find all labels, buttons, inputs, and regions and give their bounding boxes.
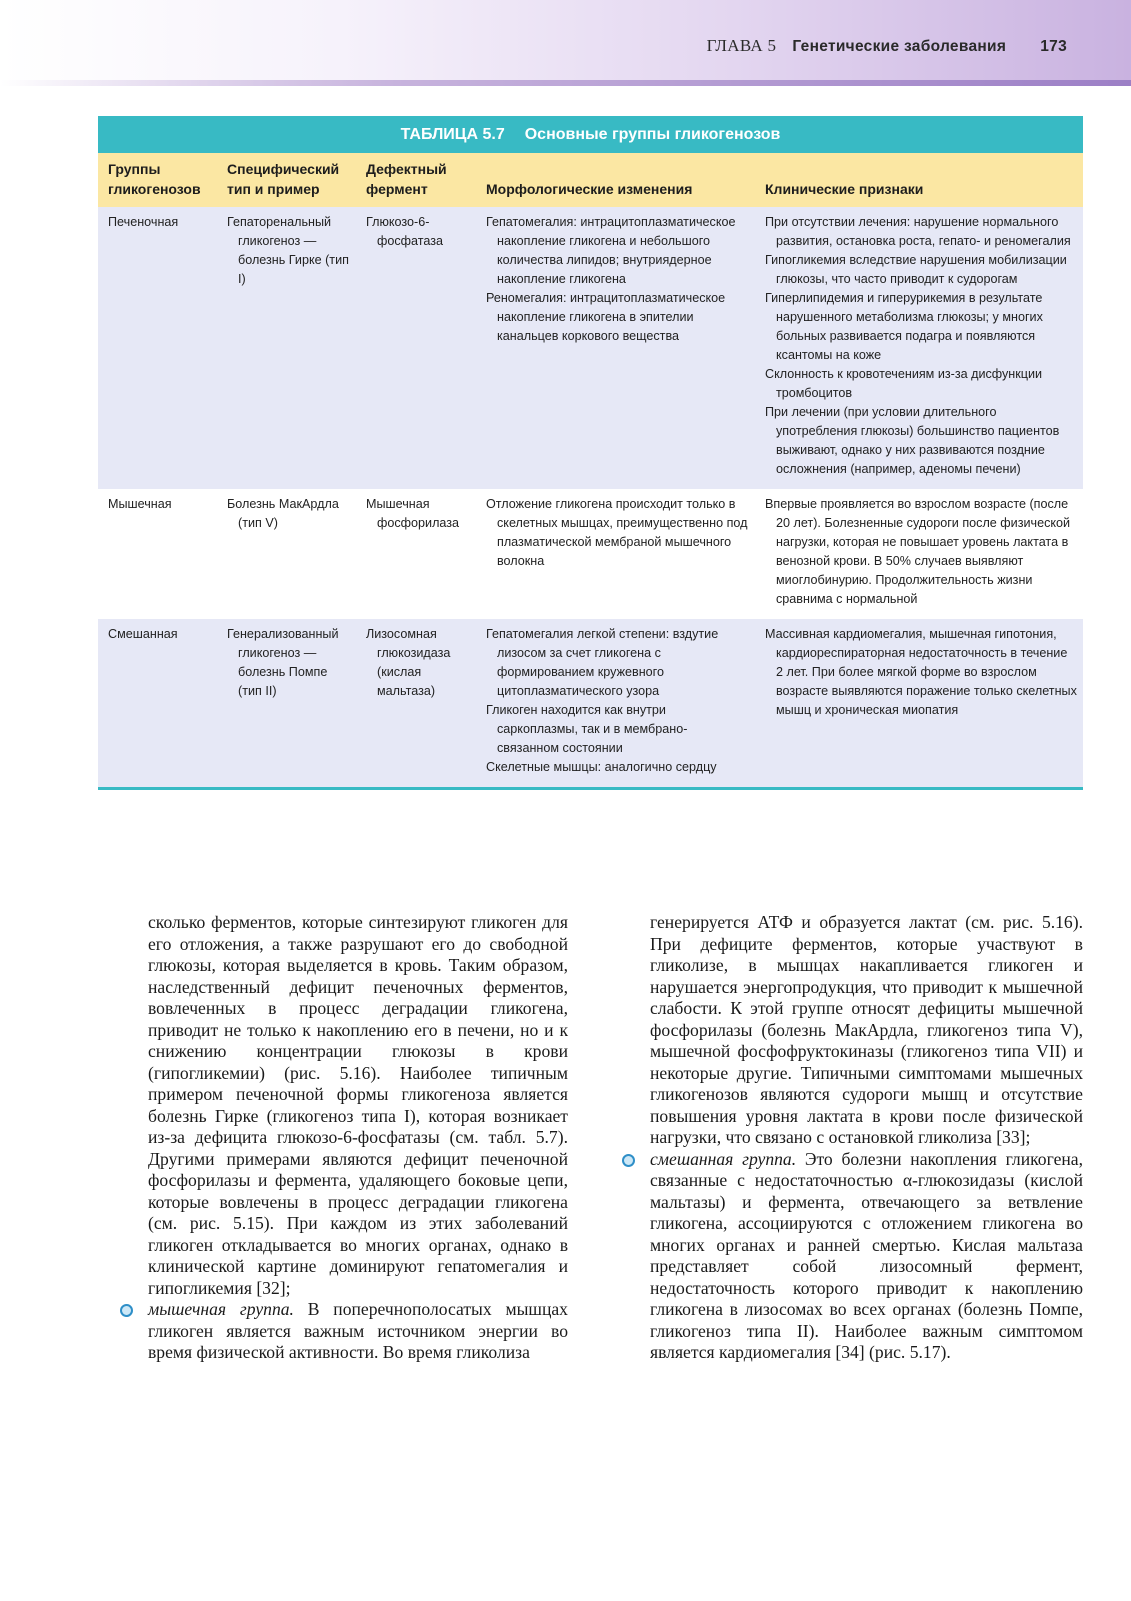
table-row-mixed (98, 619, 1083, 789)
table-row-hepatic (98, 207, 1083, 489)
column-header-enzyme: Дефектный фермент (356, 153, 476, 207)
chapter-title: Генетические заболевания (792, 38, 1007, 55)
cell-enzyme-text: Глюкозо-6-фосфатаза (366, 215, 444, 248)
cell-morphology (476, 489, 755, 619)
body-column-left (148, 912, 568, 1364)
cell-morphology (476, 619, 755, 789)
table-row-muscle (98, 489, 1083, 619)
bullet-icon (622, 1154, 635, 1167)
column-header-clinical: Клинические признаки (755, 153, 1083, 207)
cell-group: Печеночная (98, 207, 217, 489)
body-column-right (650, 912, 1083, 1364)
clinical-item: Гипогликемия вследствие нарушения мобилизации глюкозы, что часто приводит к судорогам (765, 253, 1067, 286)
cell-clinical (755, 207, 1083, 489)
clinical-item: При лечении (при условии длительного употребления глюкозы) большинство пациентов выживают, однако у них развиваются поздние осложнения (например, аденомы печени) (765, 405, 1060, 476)
cell-clinical (755, 489, 1083, 619)
cell-group: Смешанная (98, 619, 217, 789)
paragraph-muscle (148, 1299, 568, 1364)
clinical-item: Массивная кардиомегалия, мышечная гипотония, кардиореспираторная недостаточность в течение 2 лет. При более мягкой форме во взрослом возрасте выявляются поражение только скелетных мышц и хроническая миопатия (765, 627, 1077, 717)
clinical-item: Гиперлипидемия и гиперурикемия в результате нарушенного метаболизма глюкозы; у многих больных развивается подагра и появляются ксантомы на коже (765, 291, 1043, 362)
cell-type (217, 489, 356, 619)
table-grid (98, 153, 1083, 790)
table-caption-label: ТАБЛИЦА 5.7 (400, 125, 505, 143)
term-mixed: смешанная группа. (650, 1148, 797, 1169)
column-header-morphology: Морфологические изменения (476, 153, 755, 207)
morphology-item: Отложение гликогена происходит только в скелетных мышцах, преимущественно под плазматической мембраной мышечного волокна (486, 497, 748, 568)
column-header-group: Группы гликогенозов (98, 153, 217, 207)
running-header (707, 36, 1067, 56)
clinical-item: Склонность к кровотечениям из-за дисфункции тромбоцитов (765, 367, 1043, 400)
morphology-item: Гепатомегалия легкой степени: вздутие лизосом за счет гликогена с формированием кружевного цитоплазматического узора (486, 627, 719, 698)
paragraph-hepatic: сколько ферментов, которые синтезируют гликоген для его отложения, а также разрушают его до свободной глюкозы, которая выделяется в кровь. Таким образом, наследственный дефицит печеночных ферментов, вовлеченных в процесс деградации гликогена, приводит не только к накоплению его в печени, но и к снижению концентрации глюкозы в крови (гипогликемии) (рис. 5.16). Наиболее типичным примером печеночной формы гликогеноза является болезнь Гирке (гликогеноз типа I), которая возникает из-за дефицита глюкозо-6-фосфатазы (см. табл. 5.7). Другими примерами являются дефицит печеночной фосфорилазы и фермента, удаляющего боковые цепи, которые вовлечены в процесс деградации гликогена (см. рис. 5.15). При каждом из этих заболеваний гликоген откладывается во многих органах, однако в клинической картине доминируют гепатомегалия и гипогликемия [32]; (148, 912, 568, 1298)
cell-type (217, 207, 356, 489)
list-item-mixed (650, 1149, 1083, 1364)
cell-enzyme-text: Мышечная фосфорилаза (366, 497, 460, 530)
muscle-text: В поперечнополосатых мышцах гликоген является важным источником энергии во время физической активности. Во время гликолиза (148, 1299, 568, 1362)
morphology-item: Скелетные мышцы: аналогично сердцу (486, 760, 717, 774)
table-caption-title: Основные группы гликогенозов (524, 125, 781, 143)
page-number: 173 (1040, 38, 1067, 55)
cell-group: Мышечная (98, 489, 217, 619)
cell-morphology (476, 207, 755, 489)
term-muscle: мышечная группа. (148, 1299, 294, 1319)
paragraph-mixed (650, 1149, 1083, 1364)
column-header-type: Специфический тип и пример (217, 153, 356, 207)
mixed-text: Это болезни накопления гликогена, связанные с недостаточностью α-глюкозидазы (кислой мальтазы) и фермента, отвечающего за ветвление гликогена, ассоциируются с отложением гликогена во многих органах и ранней смертью. Кислая мальтаза представляет собой лизосомный фермент, недостаточность которого приводит к накоплению гликогена в лизосомах во всех органах (болезнь Помпе, гликогеноз типа II). Наиболее важным симптомом является кардиомегалия [34] (рис. 5.17). (650, 1148, 1083, 1362)
cell-type-text: Болезнь МакАрдла (тип V) (227, 497, 339, 530)
cell-type-text: Генерализованный гликогеноз — болезнь Помпе (тип II) (227, 627, 339, 698)
table-header-row (98, 153, 1083, 207)
clinical-item: При отсутствии лечения: нарушение нормального развития, остановка роста, гепато- и реномегалия (765, 215, 1071, 248)
table-caption (98, 116, 1083, 153)
clinical-item: Впервые проявляется во взрослом возрасте (после 20 лет). Болезненные судороги после физической нагрузки, которая не повышает уровень лактата в венозной крови. В 50% случаев выявляют миоглобинурию. Продолжительность жизни сравнима с нормальной (765, 497, 1071, 606)
glycogenosis-table (98, 116, 1083, 790)
cell-type-text: Гепаторенальный гликогеноз — болезнь Гирке (тип I) (227, 215, 349, 286)
chapter-label: ГЛАВА 5 (706, 36, 777, 55)
cell-type (217, 619, 356, 789)
morphology-item: Реномегалия: интрацитоплазматическое накопление гликогена в эпителии канальцев коркового вещества (486, 291, 726, 343)
cell-enzyme (356, 207, 476, 489)
cell-enzyme (356, 489, 476, 619)
cell-enzyme-text: Лизосомная глюкозидаза (кислая мальтаза) (366, 627, 451, 698)
morphology-item: Гликоген находится как внутри саркоплазмы, так и в мембрано-связанном состоянии (486, 703, 688, 755)
cell-clinical (755, 619, 1083, 789)
header-rule (0, 80, 1131, 86)
list-item-muscle (148, 1299, 568, 1364)
cell-enzyme (356, 619, 476, 789)
muscle-text-continued: генерируется АТФ и образуется лактат (см. рис. 5.16). При дефиците ферментов, которые участвуют в гликолизе, в мышцах накапливается гликоген и нарушается энергопродукция, что приводит к мышечной слабости. К этой группе относят дефициты мышечной фосфорилазы (болезнь МакАрдла, гликогеноз типа V), мышечной фосфофруктокиназы (гликогеноз типа VII) и некоторые другие. Типичными симптомами мышечных гликогенозов являются судороги мышц и отсутствие повышения уровня лактата в крови после физической нагрузки, что связано с остановкой гликолиза [33]; (650, 912, 1083, 1147)
morphology-item: Гепатомегалия: интрацитоплазматическое накопление гликогена и небольшого количества липидов; внутриядерное накопление гликогена (486, 215, 736, 286)
bullet-icon (120, 1304, 133, 1317)
